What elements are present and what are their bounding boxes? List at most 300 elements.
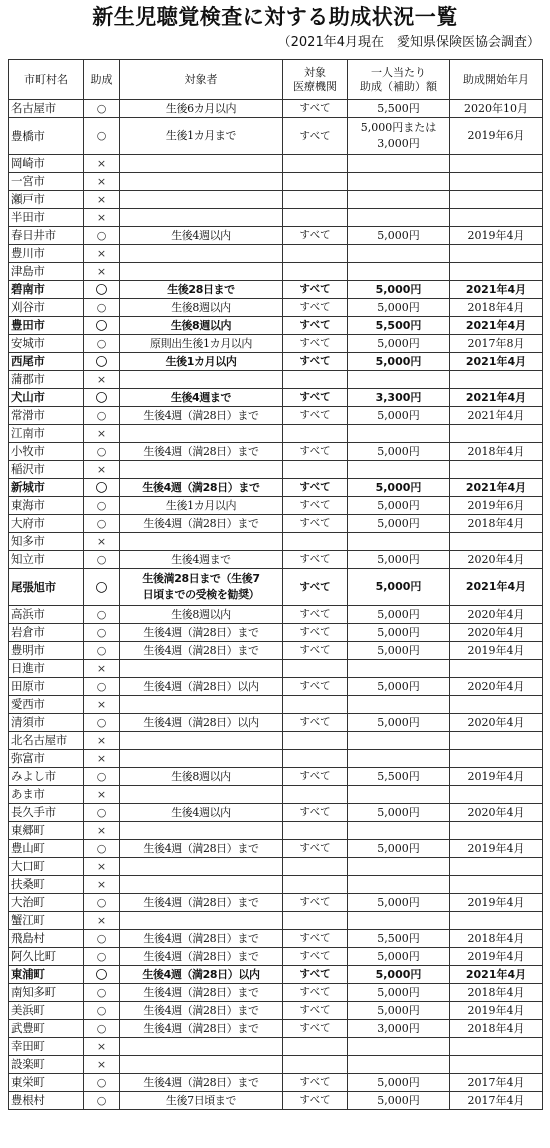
- facility-cell: すべて: [283, 317, 348, 335]
- start-cell: 2019年4月: [450, 948, 543, 966]
- table-row: [9, 461, 543, 479]
- table-row: [9, 407, 543, 425]
- aid-cell: ×: [84, 1056, 120, 1074]
- start-cell: 2020年4月: [450, 678, 543, 696]
- city-cell: 扶桑町: [9, 876, 84, 894]
- start-cell: 2019年4月: [450, 840, 543, 858]
- amount-cell: 5,000円: [348, 281, 450, 299]
- aid-cell: ○: [84, 118, 120, 155]
- table-row: [9, 227, 543, 245]
- facility-cell: すべて: [283, 1092, 348, 1110]
- aid-cell: ×: [84, 245, 120, 263]
- city-cell: みよし市: [9, 768, 84, 786]
- table-row: [9, 840, 543, 858]
- header-start: 助成開始年月: [450, 60, 543, 100]
- target-cell: [120, 1056, 283, 1074]
- table-row: [9, 479, 543, 497]
- table-row: [9, 155, 543, 173]
- table-row: [9, 786, 543, 804]
- target-cell: 生後4週（満28日）まで: [120, 984, 283, 1002]
- amount-cell: [348, 533, 450, 551]
- facility-cell: すべて: [283, 1074, 348, 1092]
- facility-cell: [283, 209, 348, 227]
- city-cell: 瀬戸市: [9, 191, 84, 209]
- aid-cell: ○: [84, 1092, 120, 1110]
- table-row: [9, 191, 543, 209]
- target-cell: [120, 660, 283, 678]
- target-cell: 生後4週（満28日）まで: [120, 407, 283, 425]
- start-cell: [450, 461, 543, 479]
- table-row: [9, 533, 543, 551]
- table-row: [9, 894, 543, 912]
- facility-cell: [283, 750, 348, 768]
- amount-cell: 5,000円: [348, 569, 450, 606]
- facility-cell: [283, 533, 348, 551]
- facility-cell: [283, 696, 348, 714]
- target-cell: 生後1カ月以内: [120, 497, 283, 515]
- subsidy-table: [8, 59, 543, 1110]
- target-cell: 生後4週（満28日）まで: [120, 894, 283, 912]
- aid-cell: ○: [84, 497, 120, 515]
- aid-cell: ○: [84, 569, 120, 606]
- facility-cell: すべて: [283, 118, 348, 155]
- table-row: [9, 804, 543, 822]
- city-cell: 岡崎市: [9, 155, 84, 173]
- aid-cell: ×: [84, 371, 120, 389]
- aid-cell: ○: [84, 768, 120, 786]
- aid-cell: ×: [84, 533, 120, 551]
- target-cell: 生後1カ月以内: [120, 353, 283, 371]
- city-cell: 大口町: [9, 858, 84, 876]
- facility-cell: [283, 461, 348, 479]
- city-cell: 常滑市: [9, 407, 84, 425]
- amount-cell: [348, 732, 450, 750]
- aid-cell: ○: [84, 966, 120, 984]
- city-cell: 豊根村: [9, 1092, 84, 1110]
- start-cell: 2021年4月: [450, 389, 543, 407]
- city-cell: 蟹江町: [9, 912, 84, 930]
- table-row: [9, 425, 543, 443]
- start-cell: 2020年4月: [450, 551, 543, 569]
- facility-cell: すべて: [283, 606, 348, 624]
- aid-cell: ×: [84, 732, 120, 750]
- amount-cell: [348, 1056, 450, 1074]
- table-row: [9, 660, 543, 678]
- aid-cell: ○: [84, 407, 120, 425]
- facility-cell: すべて: [283, 551, 348, 569]
- target-cell: 生後8週以内: [120, 768, 283, 786]
- amount-cell: [348, 912, 450, 930]
- facility-cell: すべて: [283, 804, 348, 822]
- table-row: [9, 335, 543, 353]
- amount-cell: 5,500円: [348, 100, 450, 118]
- target-cell: 生後4週（満28日）まで: [120, 1020, 283, 1038]
- start-cell: 2018年4月: [450, 299, 543, 317]
- amount-cell: 5,000円: [348, 497, 450, 515]
- aid-cell: ×: [84, 912, 120, 930]
- table-row: [9, 1038, 543, 1056]
- aid-cell: ○: [84, 948, 120, 966]
- start-cell: [450, 660, 543, 678]
- target-cell: [120, 371, 283, 389]
- facility-cell: すべて: [283, 966, 348, 984]
- amount-cell: 5,000円: [348, 948, 450, 966]
- aid-cell: ○: [84, 515, 120, 533]
- table-row: [9, 281, 543, 299]
- table-header-row: [9, 60, 543, 100]
- facility-cell: すべて: [283, 515, 348, 533]
- target-cell: 生後4週（満28日）まで: [120, 443, 283, 461]
- facility-cell: [283, 822, 348, 840]
- city-cell: 豊明市: [9, 642, 84, 660]
- city-cell: 知立市: [9, 551, 84, 569]
- amount-cell: [348, 822, 450, 840]
- target-cell: 生後4週（満28日）以内: [120, 678, 283, 696]
- facility-cell: すべて: [283, 497, 348, 515]
- target-cell: 原則出生後1カ月以内: [120, 335, 283, 353]
- city-cell: 武豊町: [9, 1020, 84, 1038]
- facility-cell: すべて: [283, 678, 348, 696]
- start-cell: 2017年4月: [450, 1074, 543, 1092]
- amount-cell: [348, 371, 450, 389]
- target-cell: [120, 786, 283, 804]
- target-cell: [120, 245, 283, 263]
- aid-cell: ×: [84, 425, 120, 443]
- aid-cell: ○: [84, 1074, 120, 1092]
- table-row: [9, 642, 543, 660]
- table-row: [9, 606, 543, 624]
- amount-cell: 5,000円: [348, 1074, 450, 1092]
- start-cell: [450, 858, 543, 876]
- amount-cell: [348, 750, 450, 768]
- facility-cell: すべて: [283, 100, 348, 118]
- target-cell: 生後4週（満28日）まで: [120, 479, 283, 497]
- facility-cell: すべて: [283, 389, 348, 407]
- aid-cell: ○: [84, 624, 120, 642]
- amount-cell: 5,000円: [348, 678, 450, 696]
- target-cell: 生後4週（満28日）以内: [120, 966, 283, 984]
- city-cell: 尾張旭市: [9, 569, 84, 606]
- start-cell: 2019年6月: [450, 497, 543, 515]
- table-row: [9, 984, 543, 1002]
- facility-cell: [283, 858, 348, 876]
- amount-cell: 5,000円: [348, 840, 450, 858]
- target-cell: [120, 155, 283, 173]
- target-cell: [120, 209, 283, 227]
- aid-cell: ×: [84, 191, 120, 209]
- table-row: [9, 317, 543, 335]
- table-row: [9, 551, 543, 569]
- start-cell: [450, 173, 543, 191]
- target-cell: 生後4週まで: [120, 551, 283, 569]
- city-cell: 津島市: [9, 263, 84, 281]
- target-cell: 生後8週以内: [120, 606, 283, 624]
- table-row: [9, 497, 543, 515]
- aid-cell: ×: [84, 1038, 120, 1056]
- table-row: [9, 714, 543, 732]
- facility-cell: [283, 732, 348, 750]
- table-row: [9, 858, 543, 876]
- aid-cell: ×: [84, 822, 120, 840]
- start-cell: 2019年4月: [450, 642, 543, 660]
- start-cell: 2018年4月: [450, 515, 543, 533]
- amount-cell: [348, 696, 450, 714]
- aid-cell: ○: [84, 1002, 120, 1020]
- table-row: [9, 876, 543, 894]
- aid-cell: ×: [84, 750, 120, 768]
- city-cell: 北名古屋市: [9, 732, 84, 750]
- amount-cell: [348, 876, 450, 894]
- facility-cell: すべて: [283, 299, 348, 317]
- city-cell: 高浜市: [9, 606, 84, 624]
- amount-cell: [348, 191, 450, 209]
- amount-cell: [348, 263, 450, 281]
- start-cell: [450, 263, 543, 281]
- amount-cell: 5,000円: [348, 984, 450, 1002]
- aid-cell: ○: [84, 804, 120, 822]
- amount-cell: 5,000円: [348, 515, 450, 533]
- amount-cell: [348, 660, 450, 678]
- amount-cell: [348, 1038, 450, 1056]
- header-target: 対象者: [120, 60, 283, 100]
- target-cell: 生後4週以内: [120, 227, 283, 245]
- aid-cell: ×: [84, 858, 120, 876]
- start-cell: [450, 912, 543, 930]
- target-cell: [120, 425, 283, 443]
- table-row: [9, 173, 543, 191]
- amount-cell: [348, 245, 450, 263]
- city-cell: 阿久比町: [9, 948, 84, 966]
- header-amount: 一人当たり 助成（補助）額: [348, 60, 450, 100]
- table-row: [9, 1092, 543, 1110]
- city-cell: 東浦町: [9, 966, 84, 984]
- facility-cell: [283, 425, 348, 443]
- target-cell: [120, 173, 283, 191]
- aid-cell: ○: [84, 100, 120, 118]
- aid-cell: ×: [84, 173, 120, 191]
- aid-cell: ×: [84, 696, 120, 714]
- aid-cell: ○: [84, 317, 120, 335]
- target-cell: [120, 822, 283, 840]
- city-cell: 新城市: [9, 479, 84, 497]
- start-cell: 2019年4月: [450, 1002, 543, 1020]
- aid-cell: ○: [84, 678, 120, 696]
- city-cell: 豊川市: [9, 245, 84, 263]
- start-cell: 2018年4月: [450, 930, 543, 948]
- aid-cell: ×: [84, 155, 120, 173]
- city-cell: 日進市: [9, 660, 84, 678]
- aid-cell: ×: [84, 461, 120, 479]
- aid-cell: ○: [84, 389, 120, 407]
- table-row: [9, 822, 543, 840]
- facility-cell: すべて: [283, 335, 348, 353]
- amount-cell: 5,000円: [348, 966, 450, 984]
- target-cell: 生後4週まで: [120, 389, 283, 407]
- table-body: [9, 100, 543, 1110]
- start-cell: 2020年4月: [450, 714, 543, 732]
- aid-cell: ×: [84, 209, 120, 227]
- table-row: [9, 118, 543, 155]
- aid-cell: ○: [84, 551, 120, 569]
- table-row: [9, 768, 543, 786]
- target-cell: [120, 533, 283, 551]
- facility-cell: すべて: [283, 984, 348, 1002]
- city-cell: 美浜町: [9, 1002, 84, 1020]
- table-row: [9, 1074, 543, 1092]
- start-cell: 2021年4月: [450, 407, 543, 425]
- amount-cell: [348, 425, 450, 443]
- aid-cell: ×: [84, 876, 120, 894]
- table-row: [9, 245, 543, 263]
- city-cell: 半田市: [9, 209, 84, 227]
- table-row: [9, 100, 543, 118]
- start-cell: 2018年4月: [450, 443, 543, 461]
- facility-cell: [283, 245, 348, 263]
- start-cell: [450, 191, 543, 209]
- aid-cell: ○: [84, 1020, 120, 1038]
- facility-cell: すべて: [283, 227, 348, 245]
- amount-cell: 5,000円: [348, 714, 450, 732]
- amount-cell: 5,000円: [348, 606, 450, 624]
- city-cell: 知多市: [9, 533, 84, 551]
- start-cell: 2021年4月: [450, 966, 543, 984]
- city-cell: 江南市: [9, 425, 84, 443]
- facility-cell: すべて: [283, 714, 348, 732]
- aid-cell: ○: [84, 642, 120, 660]
- start-cell: [450, 155, 543, 173]
- start-cell: 2020年10月: [450, 100, 543, 118]
- target-cell: 生後7日頃まで: [120, 1092, 283, 1110]
- target-cell: [120, 461, 283, 479]
- aid-cell: ○: [84, 840, 120, 858]
- amount-cell: [348, 155, 450, 173]
- start-cell: [450, 533, 543, 551]
- target-cell: [120, 191, 283, 209]
- city-cell: 豊田市: [9, 317, 84, 335]
- aid-cell: ×: [84, 263, 120, 281]
- table-row: [9, 1002, 543, 1020]
- city-cell: 犬山市: [9, 389, 84, 407]
- aid-cell: ○: [84, 479, 120, 497]
- target-cell: 生後1カ月まで: [120, 118, 283, 155]
- facility-cell: すべて: [283, 1020, 348, 1038]
- amount-cell: 5,000円: [348, 624, 450, 642]
- start-cell: 2019年4月: [450, 768, 543, 786]
- start-cell: [450, 822, 543, 840]
- city-cell: 田原市: [9, 678, 84, 696]
- amount-cell: [348, 858, 450, 876]
- city-cell: 東海市: [9, 497, 84, 515]
- city-cell: 豊橋市: [9, 118, 84, 155]
- target-cell: 生後4週（満28日）まで: [120, 930, 283, 948]
- city-cell: 春日井市: [9, 227, 84, 245]
- table-row: [9, 515, 543, 533]
- table-row: [9, 732, 543, 750]
- start-cell: [450, 876, 543, 894]
- amount-cell: 5,000円: [348, 551, 450, 569]
- amount-cell: 5,000円: [348, 1092, 450, 1110]
- start-cell: 2021年4月: [450, 353, 543, 371]
- table-row: [9, 696, 543, 714]
- aid-cell: ×: [84, 786, 120, 804]
- aid-cell: ○: [84, 443, 120, 461]
- target-cell: [120, 732, 283, 750]
- start-cell: 2019年4月: [450, 227, 543, 245]
- facility-cell: すべて: [283, 624, 348, 642]
- header-city: 市町村名: [9, 60, 84, 100]
- aid-cell: ○: [84, 984, 120, 1002]
- amount-cell: 5,000円: [348, 335, 450, 353]
- city-cell: 大府市: [9, 515, 84, 533]
- amount-cell: 5,000円: [348, 804, 450, 822]
- start-cell: 2021年4月: [450, 317, 543, 335]
- target-cell: [120, 876, 283, 894]
- city-cell: 長久手市: [9, 804, 84, 822]
- city-cell: 小牧市: [9, 443, 84, 461]
- amount-cell: 5,000円: [348, 479, 450, 497]
- city-cell: 刈谷市: [9, 299, 84, 317]
- start-cell: [450, 1056, 543, 1074]
- facility-cell: すべて: [283, 930, 348, 948]
- city-cell: 一宮市: [9, 173, 84, 191]
- start-cell: 2018年4月: [450, 1020, 543, 1038]
- table-row: [9, 353, 543, 371]
- amount-cell: 5,000円: [348, 353, 450, 371]
- city-cell: 碧南市: [9, 281, 84, 299]
- start-cell: 2021年4月: [450, 569, 543, 606]
- header-facility: 対象 医療機関: [283, 60, 348, 100]
- city-cell: 清須市: [9, 714, 84, 732]
- city-cell: 弥富市: [9, 750, 84, 768]
- target-cell: 生後4週（満28日）まで: [120, 1002, 283, 1020]
- aid-cell: ○: [84, 281, 120, 299]
- start-cell: [450, 750, 543, 768]
- start-cell: [450, 1038, 543, 1056]
- facility-cell: [283, 660, 348, 678]
- facility-cell: [283, 1038, 348, 1056]
- facility-cell: すべて: [283, 894, 348, 912]
- table-row: [9, 569, 543, 606]
- page-title: 新生児聴覚検査に対する助成状況一覧: [92, 5, 458, 29]
- city-cell: 豊山町: [9, 840, 84, 858]
- city-cell: 東栄町: [9, 1074, 84, 1092]
- amount-cell: 5,000円または 3,000円: [348, 118, 450, 155]
- facility-cell: すべて: [283, 443, 348, 461]
- start-cell: [450, 245, 543, 263]
- city-cell: 蒲郡市: [9, 371, 84, 389]
- city-cell: 安城市: [9, 335, 84, 353]
- target-cell: [120, 750, 283, 768]
- amount-cell: 5,000円: [348, 407, 450, 425]
- amount-cell: [348, 786, 450, 804]
- start-cell: [450, 732, 543, 750]
- target-cell: 生後6カ月以内: [120, 100, 283, 118]
- target-cell: [120, 912, 283, 930]
- city-cell: 大治町: [9, 894, 84, 912]
- start-cell: [450, 371, 543, 389]
- facility-cell: [283, 1056, 348, 1074]
- facility-cell: すべて: [283, 407, 348, 425]
- amount-cell: 5,500円: [348, 768, 450, 786]
- facility-cell: [283, 912, 348, 930]
- facility-cell: すべて: [283, 281, 348, 299]
- start-cell: 2018年4月: [450, 984, 543, 1002]
- facility-cell: [283, 876, 348, 894]
- target-cell: [120, 1038, 283, 1056]
- table-row: [9, 624, 543, 642]
- city-cell: 西尾市: [9, 353, 84, 371]
- amount-cell: 5,000円: [348, 299, 450, 317]
